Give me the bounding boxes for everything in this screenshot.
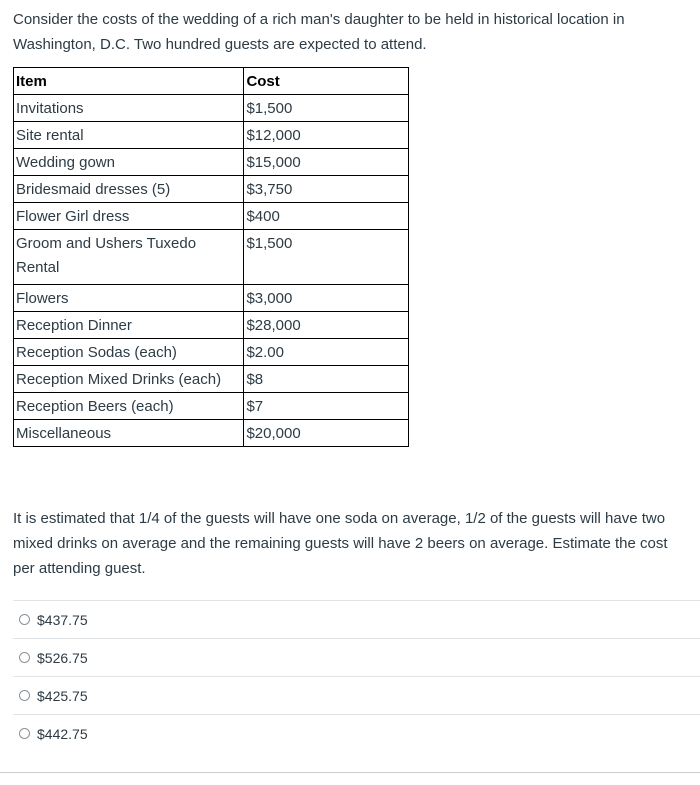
table-row (14, 393, 409, 420)
answer-option[interactable] (13, 676, 700, 714)
answer-label[interactable]: $425.75 (37, 687, 88, 704)
row-item: Miscellaneous (14, 420, 244, 447)
row-item: Bridesmaid dresses (5) (14, 176, 244, 203)
answer-label[interactable]: $442.75 (37, 725, 88, 742)
table-row (14, 230, 409, 285)
row-cost: $15,000 (244, 149, 409, 176)
radio-button[interactable] (19, 614, 30, 625)
row-item: Reception Dinner (14, 312, 244, 339)
row-item: Reception Mixed Drinks (each) (14, 366, 244, 393)
radio-button[interactable] (19, 728, 30, 739)
row-item: Groom and Ushers Tuxedo Rental (14, 230, 244, 285)
radio-button[interactable] (19, 690, 30, 701)
table-row (14, 339, 409, 366)
table-row (14, 203, 409, 230)
row-cost: $400 (244, 203, 409, 230)
row-cost: $12,000 (244, 122, 409, 149)
answer-options (13, 600, 700, 752)
row-item: Invitations (14, 95, 244, 122)
row-item: Wedding gown (14, 149, 244, 176)
row-cost: $1,500 (244, 230, 409, 285)
row-item: Reception Beers (each) (14, 393, 244, 420)
row-cost: $1,500 (244, 95, 409, 122)
row-item: Site rental (14, 122, 244, 149)
header-cost: Cost (244, 68, 409, 95)
table-row (14, 149, 409, 176)
table-row (14, 285, 409, 312)
cost-table (13, 67, 409, 447)
header-item: Item (14, 68, 244, 95)
bottom-divider (0, 772, 700, 773)
row-item: Flower Girl dress (14, 203, 244, 230)
row-item: Reception Sodas (each) (14, 339, 244, 366)
row-cost: $20,000 (244, 420, 409, 447)
row-cost: $2.00 (244, 339, 409, 366)
table-row (14, 420, 409, 447)
row-cost: $7 (244, 393, 409, 420)
row-item: Flowers (14, 285, 244, 312)
table-row (14, 176, 409, 203)
table-row (14, 366, 409, 393)
question-text: It is estimated that 1/4 of the guests will have one soda on average, 1/2 of the guests will have two mixed drinks on average and the remaining guests will have 2 beers on average. Estimate the cost per attending guest. (13, 510, 668, 577)
answer-option[interactable] (13, 714, 700, 752)
row-cost: $3,000 (244, 285, 409, 312)
intro-text: Consider the costs of the wedding of a rich man's daughter to be held in historical location in Washington, D.C. Two hundred guests are expected to attend. (13, 11, 625, 53)
row-cost: $28,000 (244, 312, 409, 339)
table-row (14, 312, 409, 339)
answer-label[interactable]: $437.75 (37, 611, 88, 628)
table-row (14, 122, 409, 149)
table-header-row (14, 68, 409, 95)
row-cost: $8 (244, 366, 409, 393)
answer-label[interactable]: $526.75 (37, 649, 88, 666)
answer-option[interactable] (13, 600, 700, 638)
answer-option[interactable] (13, 638, 700, 676)
row-cost: $3,750 (244, 176, 409, 203)
radio-button[interactable] (19, 652, 30, 663)
table-row (14, 95, 409, 122)
